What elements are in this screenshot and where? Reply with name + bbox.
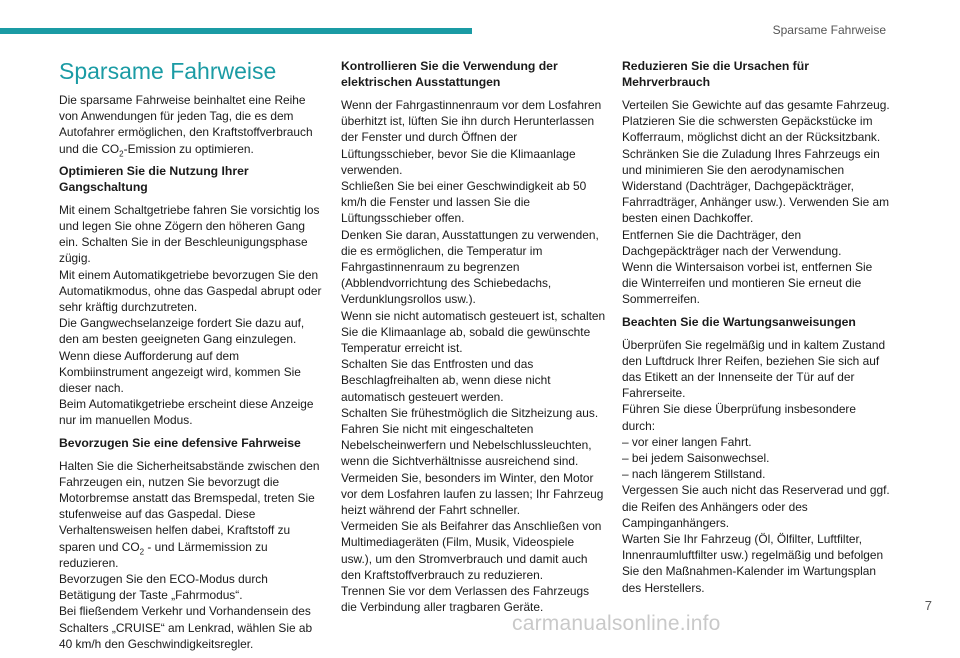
watermark: carmanualsonline.info bbox=[512, 612, 721, 635]
consumption-paragraph: Verteilen Sie Gewichte auf das gesamte Fahrzeug. Platzieren Sie die schwersten Gepäckstücke im Kofferraum, möglichst dicht an der Rücksitzbank. Schränken Sie die Zuladung Ihres Fahrzeugs ein und minimieren Sie den aerodynamischen Widerstand (Dachträger, Dachgepäckträger, Fahrradträger, Anhänger usw.). Verwenden Sie am besten einen Dachkoffer. Entfernen Sie die Dachträger, den Dachgepäckträger nach der Verwendung. Wenn die Wintersaison vorbei ist, entfernen Sie die Winterreifen und montieren Sie erneut die Sommerreifen. bbox=[622, 98, 890, 307]
maintenance-heading: Beachten Sie die Wartungsanweisungen bbox=[622, 314, 856, 329]
page-title: Sparsame Fahrweise bbox=[59, 58, 277, 84]
defensive-text-end: - und Lärmemission zu reduzieren. Bevorzugen Sie den ECO-Modus durch Betätigung der Taste „Fahrmodus“. Bei fließendem Verkehr und Vorhandensein des Schalters „CRUISE“ am Lenkrad, wählen Sie ab 40 km/h den Geschwindigkeitsregler. bbox=[59, 539, 313, 651]
page-number: 7 bbox=[924, 598, 932, 613]
header-accent-bar bbox=[0, 28, 472, 34]
consumption-heading: Reduzieren Sie die Ursachen für Mehrverbrauch bbox=[622, 59, 809, 89]
intro-text-end: -Emission zu optimieren. bbox=[123, 141, 254, 156]
intro-text: Die sparsame Fahrweise beinhaltet eine Reihe von Anwendungen für jeden Tag, die es dem Autofahrer ermöglichen, den Kraftstoffverbrauch und die CO bbox=[59, 93, 313, 156]
defensive-paragraph bbox=[59, 458, 327, 652]
defensive-text: Halten Sie die Sicherheitsabstände zwischen den Fahrzeugen ein, nutzen Sie bevorzugt die Motorbremse anstatt das Bremspedal, treten Sie stufenweise auf das Gaspedal. Diese Verhaltensweisen helfen dabei, Kraftstoff zu sparen und CO bbox=[59, 458, 320, 554]
column-middle bbox=[341, 58, 607, 622]
defensive-heading: Bevorzugen Sie eine defensive Fahrweise bbox=[59, 435, 301, 450]
running-header: Sparsame Fahrweise bbox=[772, 23, 886, 37]
column-left bbox=[59, 58, 327, 658]
equipment-paragraph: Wenn der Fahrgastinnenraum vor dem Losfahren überhitzt ist, lüften Sie ihn durch Herunterlassen der Fenster und durch Öffnen der Lüftungsschieber, bevor Sie die Klimaanlage verwenden. Schließen Sie bei einer Geschwindigkeit ab 50 km/h die Fenster und lassen Sie die Lüftungsschieber offen. Denken Sie daran, Ausstattungen zu verwenden, die es ermöglichen, die Temperatur im Fahrgastinnenraum zu begrenzen (Abblendvorrichtung des Schiebedachs, Verdunklungsrollos usw.). Wenn sie nicht automatisch gesteuert ist, schalten Sie die Klimaanlage ab, sobald die gewünschte Temperatur erreicht ist. Schalten Sie das Entfrosten und das Beschlagfreihalten ab, wenn diese nicht automatisch gesteuert werden. Schalten Sie frühestmöglich die Sitzheizung aus. Fahren Sie nicht mit eingeschalteten Nebelscheinwerfern und Nebelschlussleuchten, wenn die Sichtverhältnisse ausreichend sind. Vermeiden Sie, besonders im Winter, den Motor vor dem Losfahren laufen zu lassen; Ihr Fahrzeug heizt während der Fahrt schneller. Vermeiden Sie als Beifahrer das Anschließen von Multimediageräten (Film, Musik, Videospiele usw.), um den Stromverbrauch und damit auch den Kraftstoffverbrauch zu reduzieren. Trennen Sie vor dem Verlassen des Fahrzeugs die Verbindung aller tragbaren Geräte. bbox=[341, 98, 606, 615]
equipment-heading: Kontrollieren Sie die Verwendung der elektrischen Ausstattungen bbox=[341, 59, 558, 89]
co2-subscript: 2 bbox=[139, 547, 145, 557]
co2-subscript: 2 bbox=[119, 148, 124, 158]
column-right bbox=[622, 58, 890, 602]
intro-paragraph bbox=[59, 92, 327, 157]
gear-paragraph: Mit einem Schaltgetriebe fahren Sie vorsichtig los und legen Sie ohne Zögern den höheren Gang ein. Schalten Sie in der Beschleunigungsphase zügig. Mit einem Automatikgetriebe bevorzugen Sie den Automatikmodus, ohne das Gaspedal abrupt oder sehr kräftig durchzutreten. Die Gangwechselanzeige fordert Sie dazu auf, den am besten geeigneten Gang einzulegen. Wenn diese Aufforderung auf dem Kombiinstrument angezeigt wird, kommen Sie dieser nach. Beim Automatikgetriebe erscheint diese Anzeige nur im manuellen Modus. bbox=[59, 202, 322, 428]
gear-heading: Optimieren Sie die Nutzung Ihrer Gangschaltung bbox=[59, 163, 249, 194]
maintenance-paragraph: Überprüfen Sie regelmäßig und in kaltem Zustand den Luftdruck Ihrer Reifen, beziehen Sie sich auf das Etikett an der Innenseite der Tür auf der Fahrerseite. Führen Sie diese Überprüfung insbesondere durch: – vor einer langen Fahrt. – bei jedem Saisonwechsel. – nach längerem Stillstand. Vergessen Sie auch nicht das Reserverad und ggf. die Reifen des Anhängers oder des Campinganhängers. Warten Sie Ihr Fahrzeug (Öl, Ölfilter, Luftfilter, Innenraumluftfilter usw.) regelmäßig und befolgen Sie den Maßnahmen-Kalender im Wartungsplan des Herstellers. bbox=[622, 337, 890, 595]
